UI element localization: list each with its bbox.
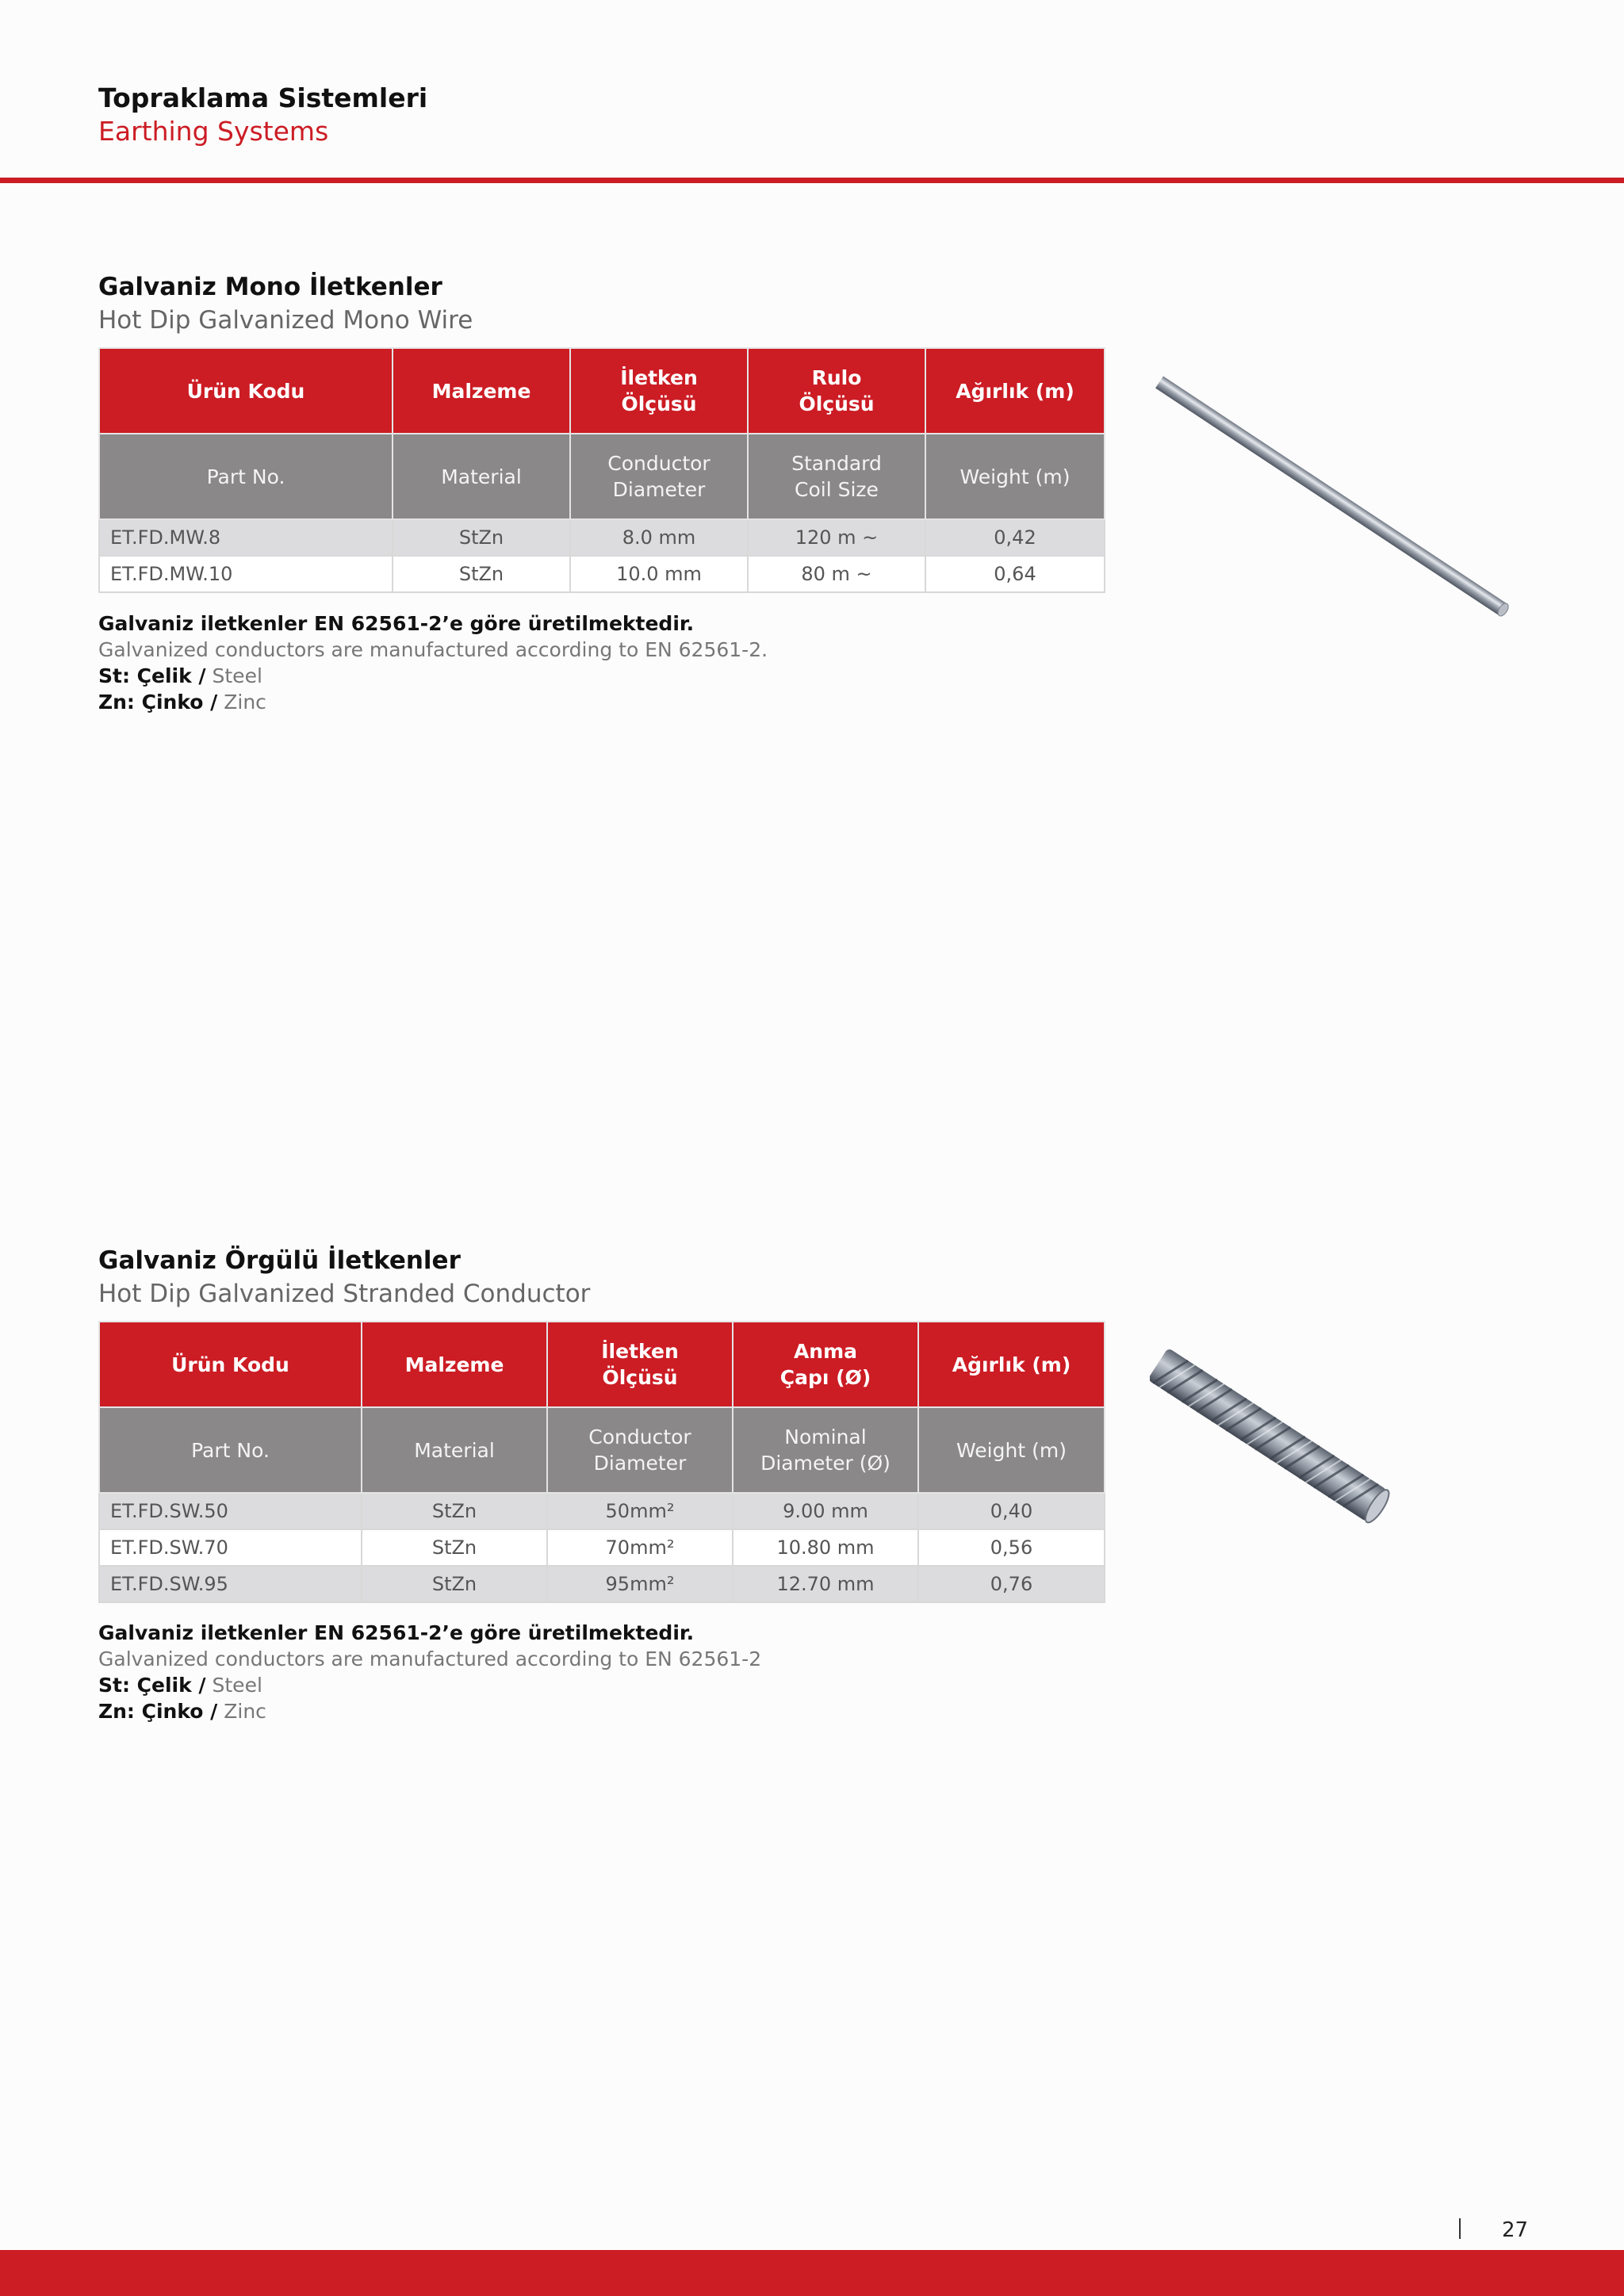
part-no-cell: ET.FD.SW.50: [99, 1493, 362, 1529]
header-cell: Weight (m): [918, 1407, 1105, 1493]
note-tr: Galvaniz iletkenler EN 62561-2’e göre üretilmektedir.: [98, 1621, 695, 1644]
page-number: 27: [1502, 2218, 1529, 2242]
weight-cell: 0,76: [918, 1566, 1105, 1602]
steel-label: St: Çelik /: [98, 664, 206, 687]
note-en: Galvanized conductors are manufactured according to EN 62561-2.: [98, 638, 768, 661]
header-cell: Part No.: [99, 1407, 362, 1493]
header-cell: Malzeme: [362, 1322, 547, 1407]
section1-title: Galvaniz Mono İletkenler: [98, 273, 442, 301]
zinc-label: Zn: Çinko /: [98, 1700, 218, 1723]
material-cell: StZn: [362, 1566, 547, 1602]
section1-notes: [98, 610, 768, 715]
header-cell: Ürün Kodu: [99, 348, 393, 434]
steel-value: Steel: [212, 1674, 262, 1697]
header-cell: İletken Ölçüsü: [547, 1322, 733, 1407]
coil-size-cell: 120 m ~: [748, 519, 925, 556]
section2-subtitle: Hot Dip Galvanized Stranded Conductor: [98, 1280, 591, 1308]
zinc-value: Zinc: [224, 1700, 266, 1723]
table-header-row-tr: [99, 348, 1105, 434]
material-cell: StZn: [362, 1529, 547, 1566]
page-subtitle: Earthing Systems: [98, 116, 329, 147]
header-cell: Malzeme: [393, 348, 570, 434]
footer-bar: [0, 2250, 1624, 2296]
material-cell: StZn: [362, 1493, 547, 1529]
header-divider: [0, 178, 1624, 183]
header-cell: Material: [362, 1407, 547, 1493]
mono-wire-table: [98, 347, 1105, 593]
conductor-cell: 70mm²: [547, 1529, 733, 1566]
section2-notes: [98, 1620, 761, 1724]
header-cell: İletken Ölçüsü: [570, 348, 748, 434]
stranded-conductor-image: [1150, 1340, 1419, 1538]
table-header-row-en: [99, 1407, 1105, 1493]
header-cell: Nominal Diameter (Ø): [733, 1407, 918, 1493]
table-row: [99, 1529, 1105, 1566]
header-cell: Ağırlık (m): [918, 1322, 1105, 1407]
conductor-cell: 8.0 mm: [570, 519, 748, 556]
page-title: Topraklama Sistemleri: [98, 82, 428, 113]
table-row: [99, 556, 1105, 592]
table-header-row-en: [99, 434, 1105, 519]
header-cell: Anma Çapı (Ø): [733, 1322, 918, 1407]
weight-cell: 0,40: [918, 1493, 1105, 1529]
header-cell: Part No.: [99, 434, 393, 519]
stranded-conductor-table: [98, 1321, 1105, 1603]
zinc-label: Zn: Çinko /: [98, 691, 218, 714]
conductor-cell: 50mm²: [547, 1493, 733, 1529]
part-no-cell: ET.FD.MW.10: [99, 556, 393, 592]
section2-title: Galvaniz Örgülü İletkenler: [98, 1246, 461, 1275]
nominal-diameter-cell: 10.80 mm: [733, 1529, 918, 1566]
mono-wire-image: [1150, 373, 1538, 666]
material-cell: StZn: [393, 556, 570, 592]
table-row: [99, 1566, 1105, 1602]
weight-cell: 0,56: [918, 1529, 1105, 1566]
header-cell: Material: [393, 434, 570, 519]
steel-label: St: Çelik /: [98, 1674, 206, 1697]
header-cell: Ağırlık (m): [925, 348, 1105, 434]
conductor-cell: 95mm²: [547, 1566, 733, 1602]
part-no-cell: ET.FD.MW.8: [99, 519, 393, 556]
coil-size-cell: 80 m ~: [748, 556, 925, 592]
note-en: Galvanized conductors are manufactured according to EN 62561-2: [98, 1647, 762, 1670]
nominal-diameter-cell: 12.70 mm: [733, 1566, 918, 1602]
table-row: [99, 519, 1105, 556]
material-cell: StZn: [393, 519, 570, 556]
note-tr: Galvaniz iletkenler EN 62561-2’e göre üretilmektedir.: [98, 612, 695, 635]
conductor-cell: 10.0 mm: [570, 556, 748, 592]
part-no-cell: ET.FD.SW.95: [99, 1566, 362, 1602]
section1-subtitle: Hot Dip Galvanized Mono Wire: [98, 306, 473, 335]
header-cell: Weight (m): [925, 434, 1105, 519]
header-cell: Conductor Diameter: [570, 434, 748, 519]
nominal-diameter-cell: 9.00 mm: [733, 1493, 918, 1529]
part-no-cell: ET.FD.SW.70: [99, 1529, 362, 1566]
table-row: [99, 1493, 1105, 1529]
header-cell: Rulo Ölçüsü: [748, 348, 925, 434]
zinc-value: Zinc: [224, 691, 266, 714]
steel-value: Steel: [212, 664, 262, 687]
table-header-row-tr: [99, 1322, 1105, 1407]
header-cell: Conductor Diameter: [547, 1407, 733, 1493]
weight-cell: 0,42: [925, 519, 1105, 556]
page-number-separator: [1459, 2218, 1461, 2239]
weight-cell: 0,64: [925, 556, 1105, 592]
header-cell: Standard Coil Size: [748, 434, 925, 519]
header-cell: Ürün Kodu: [99, 1322, 362, 1407]
